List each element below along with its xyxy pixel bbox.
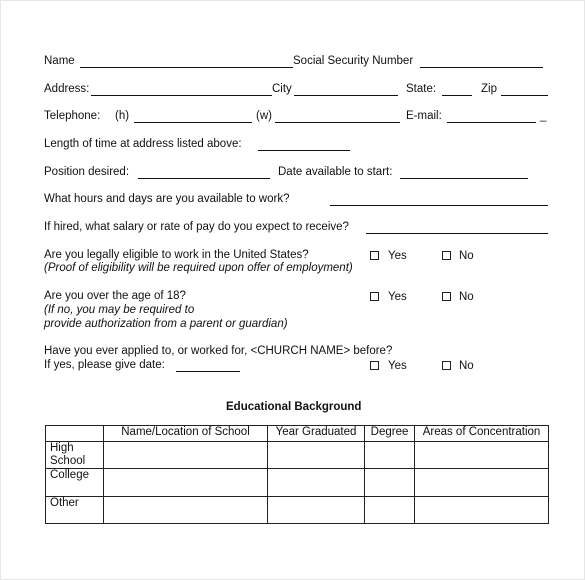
hours-field[interactable] xyxy=(330,205,548,206)
other-year-cell[interactable] xyxy=(268,497,365,524)
telephone-home-field[interactable] xyxy=(134,122,252,123)
telephone-work-label: (w) xyxy=(256,110,272,122)
email-label: E-mail: xyxy=(406,110,442,122)
position-field[interactable] xyxy=(138,178,270,179)
education-header-areas: Areas of Concentration xyxy=(415,426,549,442)
eligible-question: Are you legally eligible to work in the United States? xyxy=(44,249,309,261)
college-degree-cell[interactable] xyxy=(365,469,415,497)
eligible-note: (Proof of eligibility will be required upon offer of employment) xyxy=(44,262,353,274)
education-header-year: Year Graduated xyxy=(268,426,365,442)
eligible-no-checkbox[interactable] xyxy=(442,251,451,260)
college-areas-cell[interactable] xyxy=(415,469,549,497)
eligible-yes-checkbox[interactable] xyxy=(370,251,379,260)
length-at-address-field[interactable] xyxy=(258,150,350,151)
age-note-line1: (If no, you may be required to xyxy=(44,304,195,316)
education-section-title: Educational Background xyxy=(226,401,362,413)
high-school-year-cell[interactable] xyxy=(268,442,365,469)
position-label: Position desired: xyxy=(44,166,130,178)
telephone-home-label: (h) xyxy=(115,110,130,122)
age-yes-checkbox[interactable] xyxy=(370,292,379,301)
eligible-yes-label: Yes xyxy=(388,250,407,262)
row-label-line: Other xyxy=(50,497,79,509)
education-table xyxy=(45,425,549,524)
high-school-degree-cell[interactable] xyxy=(365,442,415,469)
age-note-line2: provide authorization from a parent or guardian) xyxy=(44,318,288,330)
age-no-label: No xyxy=(459,291,474,303)
church-no-checkbox[interactable] xyxy=(442,361,451,370)
college-name-cell[interactable] xyxy=(104,469,268,497)
church-date-label: If yes, please give date: xyxy=(44,359,165,371)
college-year-cell[interactable] xyxy=(268,469,365,497)
date-available-field[interactable] xyxy=(400,178,528,179)
zip-label: Zip xyxy=(481,83,497,95)
name-label: Name xyxy=(44,55,75,67)
telephone-work-field[interactable] xyxy=(275,122,400,123)
row-label-other xyxy=(46,497,104,524)
address-field[interactable] xyxy=(91,95,272,96)
length-at-address-label: Length of time at address listed above: xyxy=(44,138,242,150)
age-question: Are you over the age of 18? xyxy=(44,290,186,302)
hours-label: What hours and days are you available to work? xyxy=(44,193,290,205)
church-yes-label: Yes xyxy=(388,360,407,372)
row-label-line: High xyxy=(50,442,74,454)
salary-label: If hired, what salary or rate of pay do you expect to receive? xyxy=(44,221,349,233)
address-label: Address: xyxy=(44,83,90,95)
ssn-field[interactable] xyxy=(420,67,543,68)
zip-field[interactable] xyxy=(501,95,548,96)
city-field[interactable] xyxy=(294,95,398,96)
other-areas-cell[interactable] xyxy=(415,497,549,524)
email-field[interactable] xyxy=(447,122,536,123)
age-no-checkbox[interactable] xyxy=(442,292,451,301)
church-date-field[interactable] xyxy=(176,371,240,372)
email-field-end-mark: _ xyxy=(540,110,547,122)
education-header-row xyxy=(46,426,549,442)
other-name-cell[interactable] xyxy=(104,497,268,524)
eligible-no-label: No xyxy=(459,250,474,262)
church-no-label: No xyxy=(459,360,474,372)
row-label-line: School xyxy=(50,455,86,467)
high-school-areas-cell[interactable] xyxy=(415,442,549,469)
church-question: Have you ever applied to, or worked for, <CHURCH NAME> before? xyxy=(44,345,393,357)
telephone-label: Telephone: xyxy=(44,110,101,122)
row-label-line: College xyxy=(50,469,89,481)
city-label: City xyxy=(272,83,292,95)
row-label-high-school xyxy=(46,442,104,469)
date-available-label: Date available to start: xyxy=(278,166,393,178)
state-label: State: xyxy=(406,83,437,95)
table-row xyxy=(46,469,549,497)
salary-field[interactable] xyxy=(366,233,548,234)
row-label-college xyxy=(46,469,104,497)
ssn-label: Social Security Number xyxy=(293,55,414,67)
education-header-school: Name/Location of School xyxy=(104,426,268,442)
education-header-degree: Degree xyxy=(365,426,415,442)
table-row xyxy=(46,442,549,469)
state-field[interactable] xyxy=(442,95,472,96)
name-field[interactable] xyxy=(80,67,293,68)
other-degree-cell[interactable] xyxy=(365,497,415,524)
education-header-blank xyxy=(46,426,104,442)
high-school-name-cell[interactable] xyxy=(104,442,268,469)
church-yes-checkbox[interactable] xyxy=(370,361,379,370)
table-row xyxy=(46,497,549,524)
age-yes-label: Yes xyxy=(388,291,407,303)
